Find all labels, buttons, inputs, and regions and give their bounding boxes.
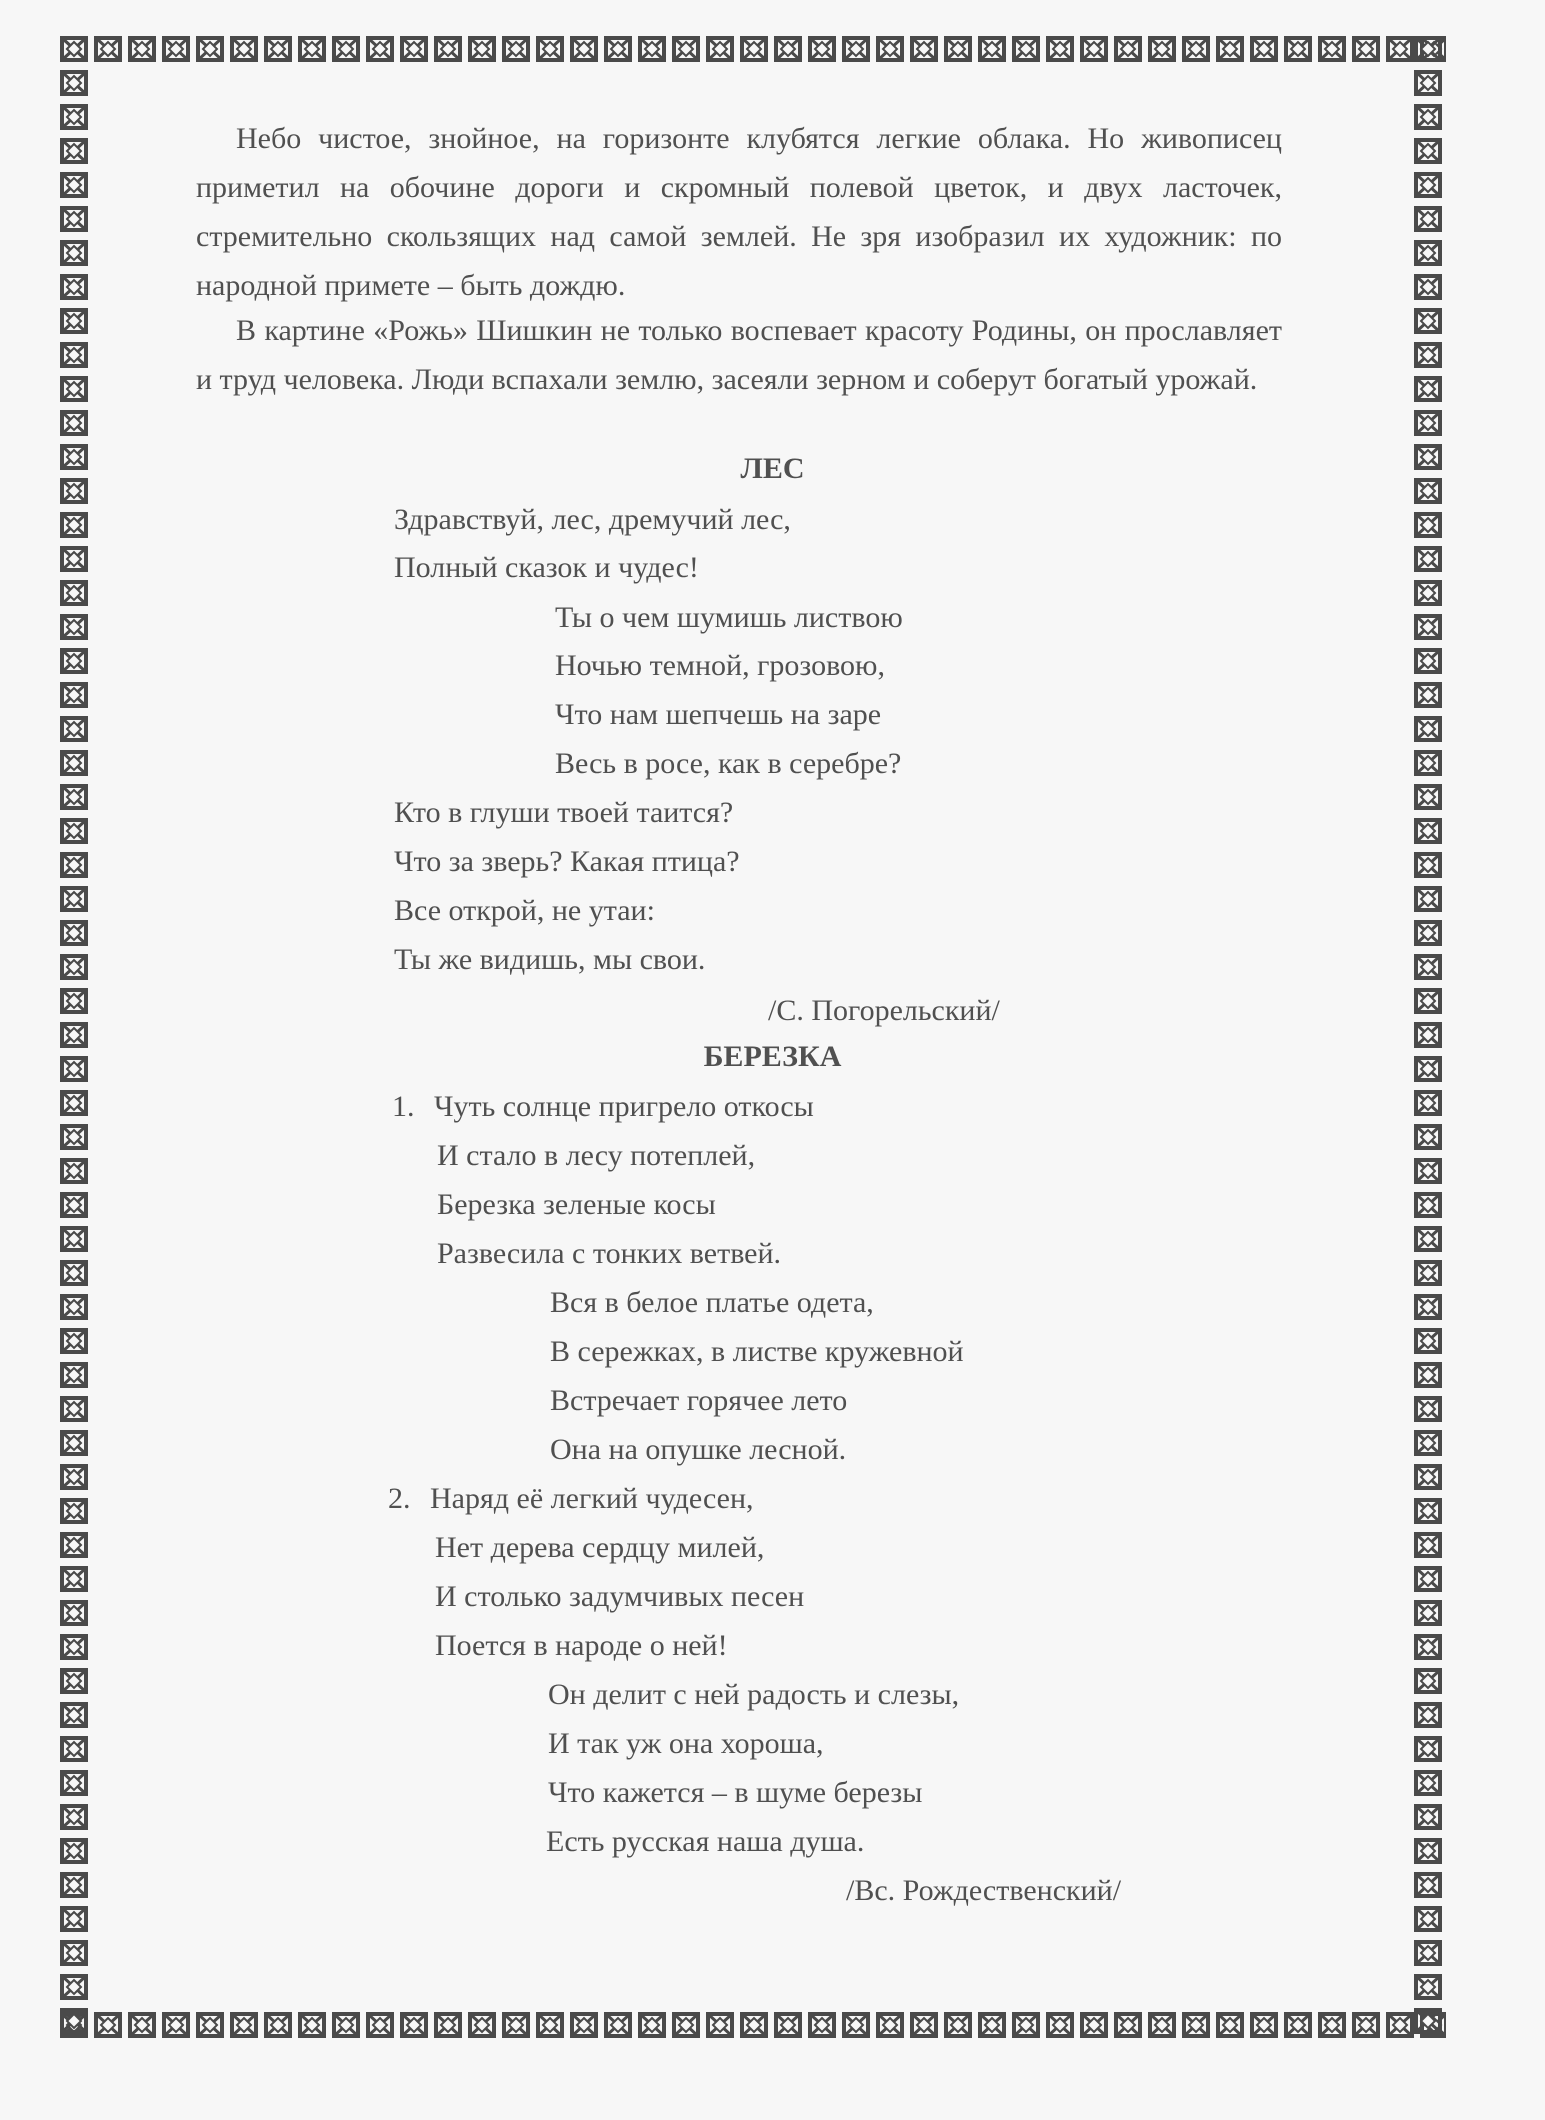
poem-title-berezka: БЕРЕЗКА <box>703 1040 842 1073</box>
poem-line: Полный сказок и чудес! <box>394 551 699 584</box>
poem-line: И так уж она хороша, <box>548 1727 824 1760</box>
poem-line: Березка зеленые косы <box>437 1188 716 1221</box>
poem-line: Что кажется – в шуме березы <box>548 1776 923 1809</box>
poem-line: 2. Наряд её легкий чудесен, <box>388 1474 754 1523</box>
poem-line: Она на опушке лесной. <box>550 1433 847 1466</box>
poem-author: /Вс. Рождественский/ <box>846 1874 1122 1907</box>
poem-line: 1. Чуть солнце пригрело откосы <box>392 1082 814 1131</box>
verse-number: 1. <box>392 1090 415 1123</box>
poem-line: Вся в белое платье одета, <box>550 1286 874 1319</box>
poem-line: Ночью темной, грозовою, <box>555 649 885 682</box>
paragraph-sky: Небо чистое, знойное, на горизонте клубятся легкие облака. Но живописец приметил на обочине дороги и скромный полевой цветок, и двух ласточек, стремительно скользящих над самой землей. Не зря изобразил их художник: по народной примете – быть дождю. <box>196 122 1282 302</box>
poem-author: /С. Погорельский/ <box>768 994 1000 1027</box>
poem-line: Весь в росе, как в серебре? <box>555 747 902 780</box>
poem-line: Встречает горячее лето <box>550 1384 848 1417</box>
poem-line: Нет дерева сердцу милей, <box>435 1531 765 1564</box>
poem-line: И столько задумчивых песен <box>435 1580 805 1613</box>
poem-title-les: ЛЕС <box>740 452 805 485</box>
poem-line: Все открой, не утаи: <box>394 894 655 927</box>
poem-line: Он делит с ней радость и слезы, <box>548 1678 960 1711</box>
paragraph-rye: В картине «Рожь» Шишкин не только воспевает красоту Родины, он прославляет и труд человека. Люди вспахали землю, засеяли зерном и соберут богатый урожай. <box>196 314 1282 396</box>
poem-line: Поется в народе о ней! <box>435 1629 728 1662</box>
poem-line: Что нам шепчешь на заре <box>555 698 882 731</box>
poem-line: Ты о чем шумишь листвою <box>555 601 903 634</box>
poem-line: Кто в глуши твоей таится? <box>394 796 734 829</box>
poem-line: Развесила с тонких ветвей. <box>437 1237 782 1270</box>
poem-line: Есть русская наша душа. <box>546 1825 865 1858</box>
poem-line: В сережках, в листве кружевной <box>550 1335 964 1368</box>
poem-line: Здравствуй, лес, дремучий лес, <box>394 503 791 536</box>
poem-line: И стало в лесу потеплей, <box>437 1139 756 1172</box>
verse-number: 2. <box>388 1482 411 1515</box>
poem-line: Что за зверь? Какая птица? <box>394 845 740 878</box>
poem-line: Ты же видишь, мы свои. <box>394 943 706 976</box>
